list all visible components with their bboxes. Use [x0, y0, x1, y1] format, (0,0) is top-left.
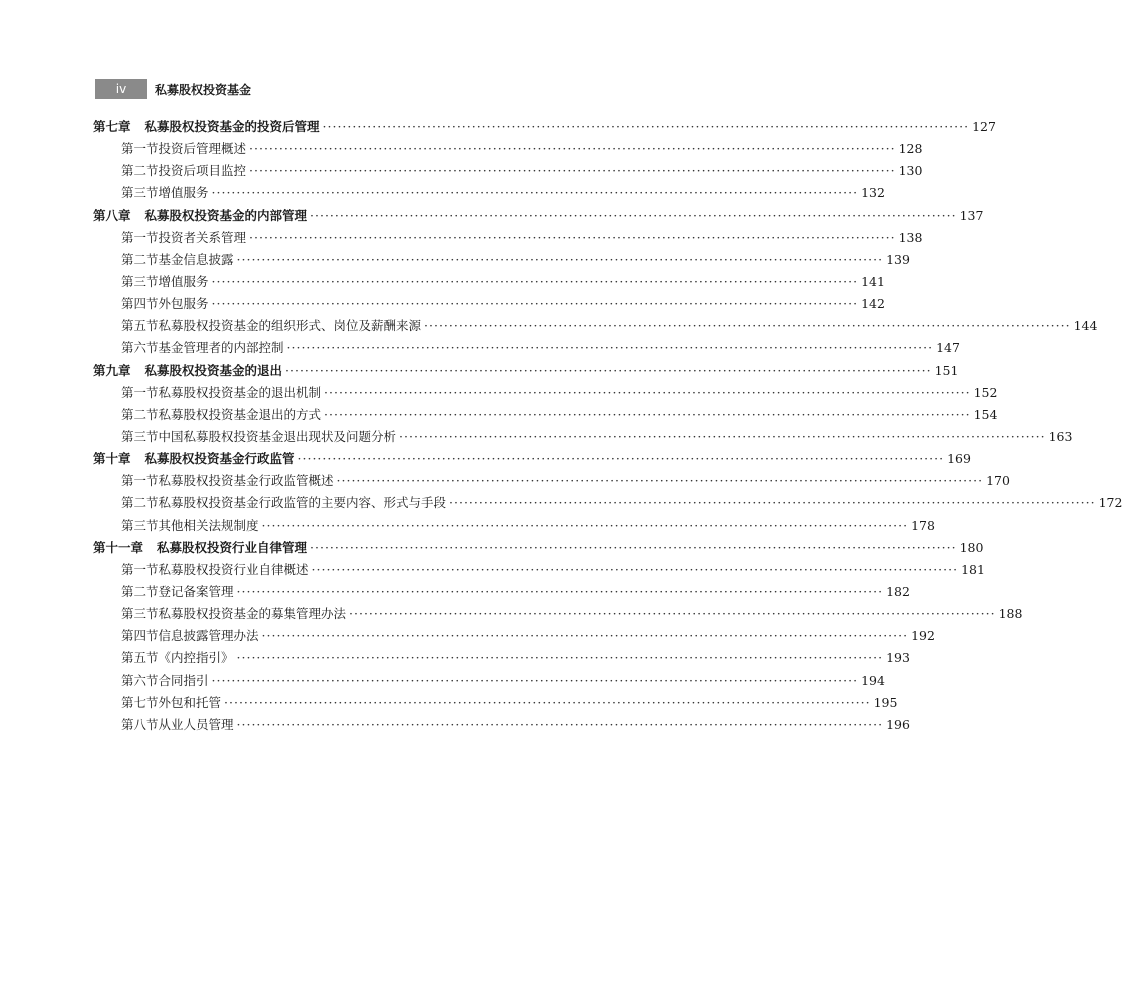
toc-entry-number: 第八节 — [121, 716, 159, 732]
toc-section-entry[interactable] — [93, 182, 885, 204]
dot-leader — [324, 404, 971, 426]
running-header — [95, 79, 251, 99]
toc-entry-page: 147 — [936, 340, 960, 356]
toc-entry-title: 投资者关系管理 — [158, 229, 247, 245]
toc-entry-page: 180 — [959, 539, 984, 555]
dot-leader — [310, 205, 957, 227]
toc-entry-page: 128 — [898, 141, 923, 157]
toc-entry-title: 基金管理者的内部控制 — [158, 340, 284, 356]
toc-chapter-entry[interactable] — [93, 448, 971, 470]
toc-chapter-entry[interactable] — [93, 360, 959, 382]
toc-entry-title: 《内控指引》 — [158, 650, 234, 666]
toc-entry-page: 154 — [973, 406, 998, 422]
dot-leader — [349, 603, 996, 625]
dot-leader — [224, 692, 871, 714]
toc-entry-page: 195 — [873, 694, 898, 710]
dot-leader — [237, 581, 884, 603]
toc-entry-page: 178 — [911, 517, 935, 533]
toc-entry-number: 第三节 — [121, 606, 159, 622]
page-number: iv — [95, 79, 147, 99]
toc-entry-number: 第一节 — [121, 141, 159, 157]
toc-entry-page: 163 — [1048, 428, 1073, 444]
toc-entry-number: 第十章 — [93, 451, 131, 467]
toc-entry-number: 第三节 — [121, 428, 159, 444]
toc-entry-title: 增值服务 — [158, 273, 209, 289]
toc-entry-page: 172 — [1098, 495, 1122, 511]
toc-entry-title: 外包服务 — [158, 296, 209, 312]
toc-entry-number: 第二节 — [121, 163, 159, 179]
toc-section-entry[interactable] — [93, 515, 935, 537]
toc-entry-title: 中国私募股权投资基金退出现状及问题分析 — [158, 428, 397, 444]
dot-leader — [262, 625, 909, 647]
toc-entry-number: 第三节 — [121, 517, 159, 533]
toc-entry-title: 信息披露管理办法 — [158, 628, 259, 644]
toc-entry-number: 第十一章 — [93, 539, 144, 555]
toc-section-entry[interactable] — [93, 271, 885, 293]
toc-section-entry[interactable] — [93, 692, 898, 714]
running-title: 私募股权投资基金 — [155, 82, 252, 97]
toc-entry-page: 169 — [947, 451, 971, 467]
toc-entry-page: 141 — [861, 273, 885, 289]
toc-entry-page: 192 — [911, 628, 935, 644]
toc-entry-number: 第六节 — [121, 672, 159, 688]
toc-entry-page: 144 — [1073, 318, 1098, 334]
toc-entry-number: 第九章 — [93, 362, 131, 378]
toc-section-entry[interactable] — [93, 470, 1010, 492]
dot-leader — [237, 647, 884, 669]
toc-section-entry[interactable] — [93, 315, 1098, 337]
toc-chapter-entry[interactable] — [93, 116, 996, 138]
toc-entry-title: 私募股权投资基金的投资后管理 — [144, 119, 320, 134]
toc-entry-title: 私募股权投资行业自律概述 — [158, 561, 309, 577]
dot-leader — [298, 448, 945, 470]
toc-entry-page: 194 — [861, 672, 885, 688]
toc-entry-number: 第一节 — [121, 384, 159, 400]
toc-entry-number: 第三节 — [121, 273, 159, 289]
toc-entry-title: 私募股权投资基金的组织形式、岗位及薪酬来源 — [158, 318, 422, 334]
toc-entry-number: 第四节 — [121, 296, 159, 312]
dot-leader — [324, 382, 971, 404]
dot-leader — [237, 714, 884, 736]
toc-entry-page: 130 — [898, 163, 923, 179]
toc-entry-number: 第四节 — [121, 628, 159, 644]
dot-leader — [262, 515, 909, 537]
dot-leader — [310, 537, 957, 559]
dot-leader — [249, 138, 896, 160]
toc-entry-title: 投资后项目监控 — [158, 163, 247, 179]
dot-leader — [287, 337, 934, 359]
toc-entry-number: 第一节 — [121, 561, 159, 577]
dot-leader — [399, 426, 1046, 448]
toc-section-entry[interactable] — [93, 337, 960, 359]
toc-entry-page: 170 — [986, 473, 1010, 489]
toc-entry-title: 私募股权投资行业自律管理 — [157, 539, 308, 555]
toc-section-entry[interactable] — [93, 138, 923, 160]
toc-chapter-entry[interactable] — [93, 537, 984, 559]
toc-entry-page: 139 — [886, 251, 910, 267]
toc-entry-title: 私募股权投资基金行政监管 — [144, 451, 295, 467]
toc-entry-page: 193 — [886, 650, 910, 666]
toc-entry-title: 合同指引 — [158, 672, 209, 688]
toc-section-entry[interactable] — [93, 249, 910, 271]
dot-leader — [312, 559, 959, 581]
dot-leader — [249, 160, 896, 182]
toc-entry-number: 第二节 — [121, 406, 159, 422]
toc-section-entry[interactable] — [93, 625, 935, 647]
toc-entry-title: 从业人员管理 — [158, 716, 234, 732]
toc-entry-title: 私募股权投资基金的募集管理办法 — [158, 606, 347, 622]
toc-entry-title: 基金信息披露 — [158, 251, 234, 267]
toc-section-entry[interactable] — [93, 492, 1122, 514]
toc-entry-number: 第六节 — [121, 340, 159, 356]
dot-leader — [212, 670, 859, 692]
dot-leader — [249, 227, 896, 249]
dot-leader — [212, 182, 859, 204]
toc-section-entry[interactable] — [93, 670, 885, 692]
toc-entry-number: 第七章 — [93, 119, 131, 134]
toc-entry-title: 私募股权投资基金的内部管理 — [144, 207, 308, 223]
toc-section-entry[interactable] — [93, 404, 998, 426]
toc-entry-number: 第一节 — [121, 473, 159, 489]
toc-entry-title: 登记备案管理 — [158, 583, 234, 599]
toc-entry-title: 外包和托管 — [158, 694, 222, 710]
toc-entry-number: 第八章 — [93, 207, 131, 223]
dot-leader — [323, 116, 970, 138]
toc-section-entry[interactable] — [93, 227, 923, 249]
dot-leader — [424, 315, 1071, 337]
toc-entry-number: 第五节 — [121, 650, 159, 666]
toc-section-entry[interactable] — [93, 293, 885, 315]
toc-entry-title: 私募股权投资基金行政监管的主要内容、形式与手段 — [158, 495, 447, 511]
toc-section-entry[interactable] — [93, 382, 998, 404]
table-of-contents — [93, 116, 1122, 736]
toc-entry-number: 第二节 — [121, 583, 159, 599]
toc-entry-page: 142 — [861, 296, 885, 312]
toc-section-entry[interactable] — [93, 160, 923, 182]
toc-section-entry[interactable] — [93, 426, 1073, 448]
toc-entry-title: 私募股权投资基金的退出机制 — [158, 384, 322, 400]
toc-entry-page: 137 — [959, 207, 984, 223]
toc-section-entry[interactable] — [93, 581, 910, 603]
toc-entry-page: 196 — [886, 716, 910, 732]
toc-entry-page: 151 — [934, 362, 959, 378]
toc-entry-page: 132 — [861, 185, 885, 201]
toc-entry-title: 私募股权投资基金退出的方式 — [158, 406, 322, 422]
dot-leader — [212, 271, 859, 293]
dot-leader — [285, 360, 932, 382]
toc-entry-title: 增值服务 — [158, 185, 209, 201]
toc-section-entry[interactable] — [93, 714, 910, 736]
toc-chapter-entry[interactable] — [93, 205, 984, 227]
toc-entry-number: 第一节 — [121, 229, 159, 245]
toc-entry-number: 第五节 — [121, 318, 159, 334]
toc-entry-page: 188 — [998, 606, 1023, 622]
toc-entry-number: 第二节 — [121, 251, 159, 267]
toc-section-entry[interactable] — [93, 559, 985, 581]
toc-entry-page: 181 — [961, 561, 985, 577]
dot-leader — [449, 492, 1096, 514]
toc-entry-title: 其他相关法规制度 — [158, 517, 259, 533]
dot-leader — [212, 293, 859, 315]
toc-section-entry[interactable] — [93, 603, 1023, 625]
toc-entry-page: 152 — [973, 384, 998, 400]
toc-entry-title: 私募股权投资基金行政监管概述 — [158, 473, 334, 489]
toc-entry-title: 私募股权投资基金的退出 — [144, 362, 283, 378]
toc-entry-title: 投资后管理概述 — [158, 141, 247, 157]
dot-leader — [237, 249, 884, 271]
toc-entry-number: 第三节 — [121, 185, 159, 201]
dot-leader — [337, 470, 984, 492]
toc-entry-page: 182 — [886, 583, 910, 599]
toc-entry-page: 138 — [898, 229, 923, 245]
toc-entry-number: 第七节 — [121, 694, 159, 710]
toc-section-entry[interactable] — [93, 647, 910, 669]
toc-entry-number: 第二节 — [121, 495, 159, 511]
toc-entry-page: 127 — [972, 119, 996, 134]
